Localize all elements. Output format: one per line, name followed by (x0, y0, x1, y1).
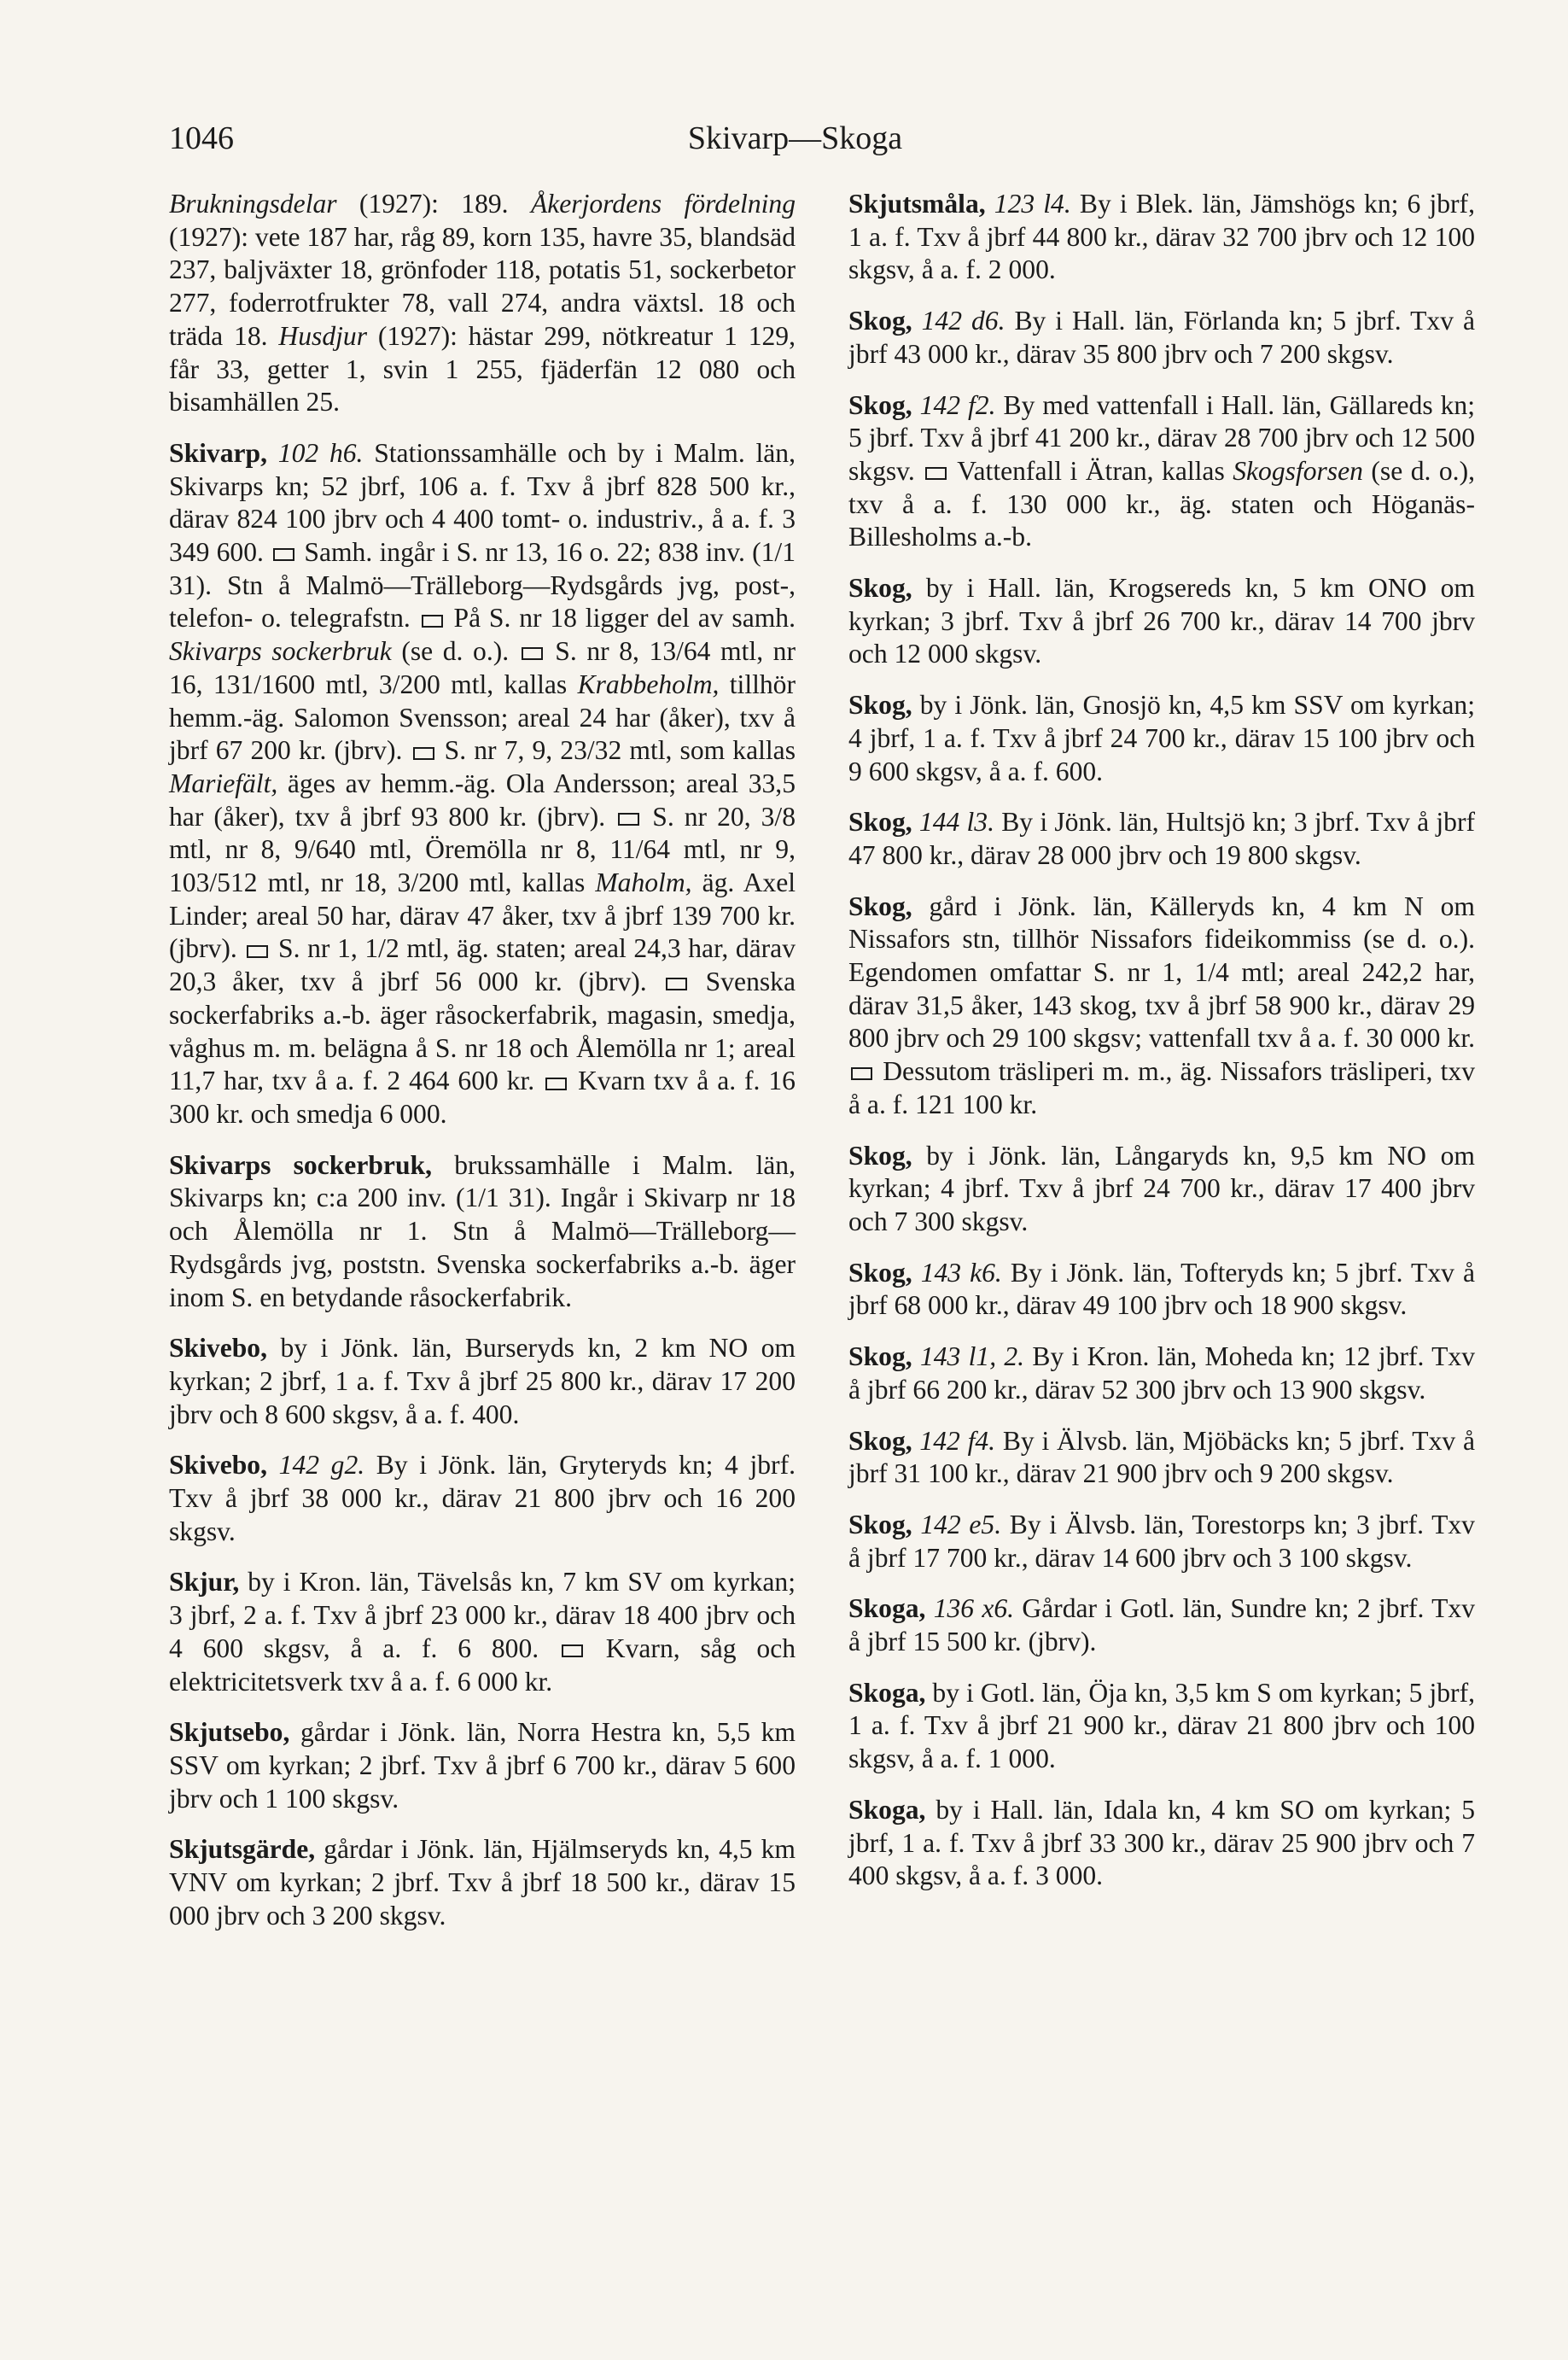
entry-headword: Skog, (848, 807, 912, 838)
gazetteer-entry (169, 1449, 796, 1548)
gazetteer-entry (848, 305, 1475, 371)
section-separator-icon (522, 647, 543, 660)
entry-headword: Skjur, (169, 1567, 240, 1598)
entry-text: By i Jönk. län, Hultsjö kn; 3 jbrf. Txv å jbrf 47 800 kr., därav 28 000 jbrv och 19 800 skgsv. (848, 807, 1476, 870)
map-reference: 142 f2. (919, 389, 996, 420)
italic-text: Åkerjordens fördelning (530, 189, 796, 219)
gazetteer-entry (848, 1341, 1475, 1406)
entry-text: (1927): vete 187 har, råg 89, korn 135, havre 35, blandsäd 237, baljväxter 18, grönfoder 118, potatis 51, sockerbetor 277, foderrotfrukter 78, vall 274, andra växtsl. 18 och träda 18. (169, 221, 796, 351)
entry-headword: Skog, (848, 1140, 912, 1171)
entry-headword: Skog, (848, 1509, 912, 1539)
entry-headword: Skog, (848, 891, 912, 921)
entry-headword: Skog, (848, 573, 912, 604)
entry-headword: Skog, (848, 690, 912, 721)
entry-text: By i Kron. län, Moheda kn; 12 jbrf. Txv å jbrf 66 200 kr., därav 52 300 jbrv och 13 900 skgsv. (848, 1341, 1475, 1405)
map-reference: 143 k6. (920, 1257, 1002, 1288)
section-separator-icon (413, 747, 434, 760)
map-reference: 102 h6. (277, 437, 364, 468)
entry-headword: Skivarps sockerbruk, (169, 1149, 432, 1180)
entry-text: S. nr 1, 1/2 mtl, äg. staten; areal 24,3 har, därav 20,3 åker, txv å jbrf 56 000 kr. (jbrv). (169, 933, 796, 997)
entry-headword: Skjutsgärde, (169, 1834, 316, 1865)
entry-text: Svenska sockerfabriks a.-b. äger råsockerfabrik, magasin, smedja, våghus m. m. belägna å S. nr 18 och Ålemölla nr 1; areal 11,7 har, txv å a. f. 2 464 600 kr. (169, 967, 796, 1096)
gazetteer-entry (169, 1716, 796, 1815)
entry-text: By med vattenfall i Hall. län, Gällareds kn; 5 jbrf. Txv å jbrf 41 200 kr., därav 28 700 jbrv och 12 500 skgsv. (848, 389, 1475, 486)
entry-text: (1927): hästar 299, nötkreatur 1 129, får 33, getter 1, svin 1 255, fjäderfän 12 080 och bisamhällen 25. (169, 320, 796, 418)
map-reference: 123 l4. (994, 189, 1071, 219)
gazetteer-entry (848, 689, 1475, 788)
entry-headword: Skog, (848, 389, 912, 420)
entry-text: By i Jönk. län, Tofteryds kn; 5 jbrf. Txv å jbrf 68 000 kr., därav 49 100 jbrv och 18 900 skgsv. (848, 1257, 1475, 1321)
entry-text: äg. Axel Linder; areal 50 har, därav 47 åker, txv å jbrf 139 700 kr. (jbrv). (169, 867, 796, 964)
entry-headword: Skog, (848, 1257, 912, 1288)
entry-text: äges av hemm.-äg. Ola Andersson; areal 33,5 har (åker), txv å jbrf 93 800 kr. (jbrv). (169, 768, 796, 832)
entry-headword: Skog, (848, 1341, 912, 1372)
map-reference: 142 f4. (919, 1425, 996, 1456)
entry-text: Gårdar i Gotl. län, Sundre kn; 2 jbrf. Txv å jbrf 15 500 kr. (jbrv). (848, 1593, 1475, 1657)
running-title: Skivarp—Skoga (687, 120, 903, 156)
gazetteer-entry (848, 1592, 1475, 1658)
entry-text: Samh. ingår i S. nr 13, 16 o. 22; 838 inv. (1/1 31). Stn å Malmö—Trälleborg—Rydsgårds jvg, post-, telefon- o. telegrafstn. (169, 537, 796, 634)
entry-headword: Skivebo, (169, 1450, 268, 1481)
italic-text: Maholm, (595, 867, 692, 898)
entry-text: by i Gotl. län, Öja kn, 3,5 km S om kyrkan; 5 jbrf, 1 a. f. Txv å jbrf 21 900 kr., därav 21 800 jbrv och 100 skgsv, å a. f. 1 000. (848, 1677, 1475, 1774)
entry-text: by i Hall. län, Krogsereds kn, 5 km ONO om kyrkan; 3 jbrf. Txv å jbrf 26 700 kr., därav 14 700 jbrv och 12 000 skgsv. (848, 573, 1475, 669)
gazetteer-entry (848, 1425, 1475, 1491)
italic-text: Krabbeholm, (577, 669, 720, 699)
entry-text: S. nr 7, 9, 23/32 mtl, som kallas (436, 735, 796, 766)
italic-text: Brukningsdelar (169, 189, 337, 219)
entry-headword: Skog, (848, 1425, 912, 1456)
entry-text: tillhör hemm.-äg. Salomon Svensson; areal 24 har (åker), txv å jbrf 67 200 kr. (jbrv). (169, 669, 796, 766)
entry-text: by i Jönk. län, Burseryds kn, 2 km NO om kyrkan; 2 jbrf, 1 a. f. Txv å jbrf 25 800 kr., därav 17 200 jbrv och 8 600 skgsv, å a. f. 400. (169, 1333, 796, 1429)
section-separator-icon (247, 945, 268, 958)
entry-text: (1927): 189. (336, 189, 531, 219)
entry-headword: Skoga, (848, 1794, 926, 1825)
gazetteer-entry (848, 1794, 1475, 1893)
section-separator-icon (851, 1067, 872, 1080)
gazetteer-entry (848, 806, 1475, 872)
entry-text: Stationssamhälle och by i Malm. län, Skivarps kn; 52 jbrf, 106 a. f. Txv å jbrf 828 500 kr., därav 824 100 jbrv och 4 400 tomt- o. industriv., å a. f. 3 349 600. (169, 437, 796, 568)
gazetteer-entry (169, 1149, 796, 1315)
gazetteer-entry (848, 891, 1475, 1122)
gazetteer-entry (848, 1509, 1475, 1574)
italic-text: Husdjur (278, 320, 367, 351)
section-separator-icon (545, 1078, 567, 1090)
entry-text: Kvarn txv å a. f. 16 300 kr. och smedja 6 000. (169, 1066, 796, 1129)
page-header (169, 120, 1421, 171)
gazetteer-entry (848, 1677, 1475, 1776)
map-reference: 142 e5. (920, 1509, 1002, 1539)
map-reference: 142 g2. (278, 1450, 365, 1481)
section-separator-icon (562, 1644, 583, 1657)
entry-text: S. nr 8, 13/64 mtl, nr 16, 131/1600 mtl, 3/200 mtl, kallas (169, 636, 796, 699)
gazetteer-entry (169, 1833, 796, 1932)
entry-headword: Skog, (848, 306, 912, 336)
right-column (848, 188, 1475, 1911)
left-column (169, 188, 796, 1950)
entry-text: By i Blek. län, Jämshögs kn; 6 jbrf, 1 a. f. Txv å jbrf 44 800 kr., därav 32 700 jbrv och 12 100 skgsv, å a. f. 2 000. (848, 189, 1475, 285)
entry-text: Vattenfall i Ätran, kallas (949, 455, 1233, 486)
gazetteer-entry (169, 437, 796, 1131)
italic-text: Skogsforsen (1233, 455, 1363, 486)
gazetteer-entry (169, 1566, 796, 1698)
entry-text: gårdar i Jönk. län, Hjälmseryds kn, 4,5 km VNV om kyrkan; 2 jbrf. Txv å jbrf 18 500 kr., därav 15 000 jbrv och 3 200 skgsv. (169, 1834, 796, 1931)
entry-text: by i Jönk. län, Gnosjö kn, 4,5 km SSV om kyrkan; 4 jbrf, 1 a. f. Txv å jbrf 24 700 kr., därav 15 100 jbrv och 9 600 skgsv, å a. f. 600. (848, 690, 1475, 786)
gazetteer-entry (848, 188, 1475, 287)
entry-headword: Skoga, (848, 1677, 926, 1708)
map-reference: 144 l3. (918, 807, 994, 838)
entry-text: By i Jönk. län, Gryteryds kn; 4 jbrf. Txv å jbrf 38 000 kr., därav 21 800 jbrv och 16 200 skgsv. (169, 1450, 796, 1546)
entry-text: By i Hall. län, Förlanda kn; 5 jbrf. Txv å jbrf 43 000 kr., därav 35 800 jbrv och 7 200 skgsv. (848, 306, 1475, 369)
entry-headword: Skjutsebo, (169, 1717, 290, 1748)
entry-text: brukssamhälle i Malm. län, Skivarps kn; c:a 200 inv. (1/1 31). Ingår i Skivarp nr 18 och Ålemölla nr 1. Stn å Malmö—Trälleborg—Rydsgårds jvg, poststn. Svenska sockerfabriks a.-b. äger inom S. en betydande råsockerfabrik. (169, 1149, 796, 1312)
entry-text: gård i Jönk. län, Källeryds kn, 4 km N om Nissafors stn, tillhör Nissafors fideikommiss (se d. o.). Egendomen omfattar S. nr 1, 1/4 mtl; areal 242,2 har, därav 31,5 åker, 143 skog, txv å jbrf 58 900 kr., därav 29 800 jbrv och 29 100 skgsv; vattenfall txv å a. f. 30 000 kr. (848, 891, 1475, 1054)
entry-text: (se d. o.), txv å a. f. 130 000 kr., äg. staten och Höganäs-Billesholms a.-b. (848, 455, 1475, 552)
section-separator-icon (666, 978, 687, 990)
entry-headword: Skjutsmåla, (848, 189, 986, 219)
entry-text: by i Kron. län, Tävelsås kn, 7 km SV om kyrkan; 3 jbrf, 2 a. f. Txv å jbrf 23 000 kr., därav 18 400 jbrv och 4 600 skgsv, å a. f. 6 800. (169, 1567, 796, 1663)
entry-text: by i Jönk. län, Långaryds kn, 9,5 km NO om kyrkan; 4 jbrf. Txv å jbrf 24 700 kr., därav 17 400 jbrv och 7 300 skgsv. (848, 1140, 1475, 1236)
entry-text: by i Hall. län, Idala kn, 4 km SO om kyrkan; 5 jbrf, 1 a. f. Txv å jbrf 33 300 kr., därav 25 900 jbrv och 7 400 skgsv, å a. f. 3 000. (848, 1794, 1475, 1891)
gazetteer-entry (169, 188, 796, 419)
entry-text: S. nr 20, 3/8 mtl, nr 8, 9/640 mtl, Öremölla nr 8, 11/64 mtl, nr 9, 103/512 mtl, nr 18, 3/200 mtl, kallas (169, 801, 796, 898)
section-separator-icon (422, 615, 443, 628)
entry-text: By i Älvsb. län, Torestorps kn; 3 jbrf. Txv å jbrf 17 700 kr., därav 14 600 jbrv och 3 100 skgsv. (848, 1509, 1475, 1573)
gazetteer-entry (169, 1332, 796, 1431)
map-reference: 143 l1, 2. (919, 1341, 1025, 1372)
entry-headword: Skivarp, (169, 437, 268, 468)
map-reference: 136 x6. (933, 1593, 1015, 1624)
italic-text: Skivarps sockerbruk (169, 636, 392, 667)
section-separator-icon (618, 813, 639, 826)
entry-headword: Skoga, (848, 1593, 926, 1624)
entry-text: På S. nr 18 ligger del av samh. (445, 603, 796, 634)
gazetteer-entry (848, 572, 1475, 671)
gazetteer-entry (848, 1257, 1475, 1323)
entry-text: gårdar i Jönk. län, Norra Hestra kn, 5,5 km SSV om kyrkan; 2 jbrf. Txv å jbrf 6 700 kr., därav 5 600 jbrv och 1 100 skgsv. (169, 1717, 796, 1814)
entry-text: Dessutom träsliperi m. m., äg. Nissafors träsliperi, txv å a. f. 121 100 kr. (848, 1056, 1475, 1119)
section-separator-icon (273, 548, 294, 561)
map-reference: 142 d6. (921, 306, 1006, 336)
section-separator-icon (925, 467, 947, 480)
entry-text: By i Älvsb. län, Mjöbäcks kn; 5 jbrf. Txv å jbrf 31 100 kr., därav 21 900 jbrv och 9 200 skgsv. (848, 1425, 1476, 1489)
entry-headword: Skivebo, (169, 1333, 268, 1364)
entry-text: (se d. o.). (391, 636, 519, 667)
italic-text: Mariefält, (169, 768, 278, 798)
gazetteer-entry (848, 389, 1475, 555)
entry-text: Kvarn, såg och elektricitetsverk txv å a. f. 6 000 kr. (169, 1633, 796, 1697)
gazetteer-entry (848, 1140, 1475, 1239)
page-number: 1046 (169, 120, 234, 156)
